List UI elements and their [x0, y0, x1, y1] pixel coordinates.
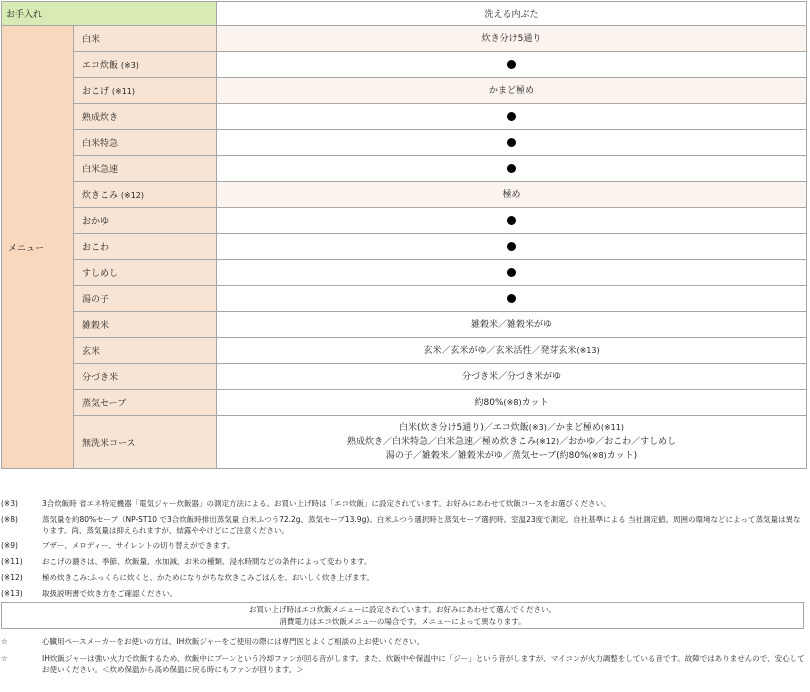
header-row: [2, 2, 807, 26]
footnote: (※11) おこげの濃さは、季節、炊飯量、水加減、お米の種類、浸水時間などの条件によって変わります。: [1, 557, 372, 566]
category-label: メニュー: [2, 26, 74, 469]
menu-row: [2, 416, 807, 469]
menu-value: [217, 416, 807, 469]
menu-value: 分づき米／分づき米がゆ: [217, 364, 807, 390]
dot-mark: [507, 138, 516, 147]
menu-name: おかゆ: [74, 208, 217, 234]
menu-name: 炊きこみ (※12): [74, 182, 217, 208]
dot-mark: [507, 268, 516, 277]
menu-value: [217, 260, 807, 286]
menu-name: 湯の子: [74, 286, 217, 312]
menu-row: [2, 130, 807, 156]
menu-name: おこげ (※11): [74, 78, 217, 104]
notice-line-1: お買い上げ時はエコ炊飯メニューに設定されています。お好みにあわせて選んでください。: [249, 605, 556, 614]
dot-mark: [507, 294, 516, 303]
dot-mark: [507, 60, 516, 69]
dot-mark: [507, 112, 516, 121]
menu-name: エコ炊飯 (※3): [74, 52, 217, 78]
notice-box: [1, 602, 804, 629]
footnote: (※9) ブザー、メロディー、サイレントの切り替えができます。: [1, 541, 235, 550]
menu-name: 蒸気セーブ: [74, 390, 217, 416]
menu-name: 無洗米コース: [74, 416, 217, 469]
musenmai-line-1: 白米(炊き分け5通り)／エコ炊飯(※3)／かまど極め(※11): [399, 423, 624, 433]
footnote: (※12) 極め炊きこみ:ふっくらに炊くと、かためになりがちな炊きこみごはんを、おいしく炊き上げます。: [1, 573, 374, 582]
menu-value: 炊き分け5通り: [217, 26, 807, 52]
menu-row: [2, 260, 807, 286]
menu-name: 白米特急: [74, 130, 217, 156]
menu-name: 雑穀米: [74, 312, 217, 338]
menu-row: [2, 182, 807, 208]
menu-row: [2, 364, 807, 390]
spec-table: [1, 1, 807, 469]
menu-value: [217, 208, 807, 234]
musenmai-line-2: 熟成炊き／白米特急／白米急速／極め炊きこみ(※12)／おかゆ／おこわ／すしめし: [346, 437, 677, 447]
dot-mark: [507, 164, 516, 173]
menu-name: おこわ: [74, 234, 217, 260]
menu-name: すしめし: [74, 260, 217, 286]
menu-row: [2, 156, 807, 182]
star-note: ☆ 心臓用ペースメーカーをお使いの方は、IH炊飯ジャーをご使用の際には専門医とよくご相談の上お使いください。: [1, 637, 425, 646]
menu-row: [2, 208, 807, 234]
menu-value: 玄米／玄米がゆ／玄米活性／発芽玄米(※13): [217, 338, 807, 364]
header-left: お手入れ: [2, 2, 217, 26]
menu-row: [2, 286, 807, 312]
notice-line-2: 消費電力はエコ炊飯メニューの場合です。メニューによって異なります。: [279, 617, 526, 626]
footnote: (※13) 取扱説明書で炊き方をご確認ください。: [1, 589, 177, 598]
menu-row: [2, 338, 807, 364]
menu-name: 白米急速: [74, 156, 217, 182]
menu-row: [2, 104, 807, 130]
dot-mark: [507, 216, 516, 225]
menu-row: [2, 312, 807, 338]
star-note: ☆ IH炊飯ジャーは強い火力で炊飯するため、炊飯中にブーンという冷却ファンが回る音がします。また、炊飯中や保温中に「ジー」という音がしますが、マイコンが火力調整をしている音です。故障ではありませんので、安心してお使いください。＜炊め保温から高め保温に戻る時にもファンが回ります。＞: [1, 654, 805, 674]
menu-value: [217, 104, 807, 130]
menu-name: 白米: [74, 26, 217, 52]
menu-row: [2, 52, 807, 78]
menu-value: 極め: [217, 182, 807, 208]
menu-name: 熟成炊き: [74, 104, 217, 130]
footnote: (※8) 蒸気量を約80%セーブ（NP-ST10 で3合炊飯時排出蒸気量 白米ふつう72.2g、蒸気セーブ13.9g)。白米ふつう選択時と蒸気セーブ選択時。室温23度で測定。自社基準による 当社測定値。周囲の環境などによって蒸気量は異なります。尚、蒸気量は抑えられますが、結露ややけどにご注意ください。: [1, 515, 801, 535]
menu-value: かまど極め: [217, 78, 807, 104]
menu-value: [217, 156, 807, 182]
menu-name: 分づき米: [74, 364, 217, 390]
menu-name: 玄米: [74, 338, 217, 364]
footnotes: [1, 498, 806, 599]
musenmai-line-3: 湯の子／雑穀米／雑穀米がゆ／蒸気セーブ(約80%(※8)カット): [385, 451, 638, 461]
menu-value: [217, 286, 807, 312]
menu-value: 約80%(※8)カット: [217, 390, 807, 416]
header-right: 洗える内ぶた: [217, 2, 807, 26]
menu-value: [217, 234, 807, 260]
menu-row: [2, 234, 807, 260]
menu-row: [2, 78, 807, 104]
menu-row: [2, 26, 807, 52]
star-icon: ☆: [1, 654, 8, 663]
dot-mark: [507, 242, 516, 251]
menu-value: [217, 52, 807, 78]
footnote: (※3) 3合炊飯時 省エネ特定機器「電気ジャー炊飯器」の測定方法による。お買い上げ時は「エコ炊飯」に設定されています。お好みにあわせて炊飯コースをお選びください。: [1, 499, 611, 508]
star-notes: [1, 636, 806, 681]
menu-value: 雑穀米／雑穀米がゆ: [217, 312, 807, 338]
menu-value: [217, 130, 807, 156]
menu-row: [2, 390, 807, 416]
star-icon: ☆: [1, 637, 8, 646]
